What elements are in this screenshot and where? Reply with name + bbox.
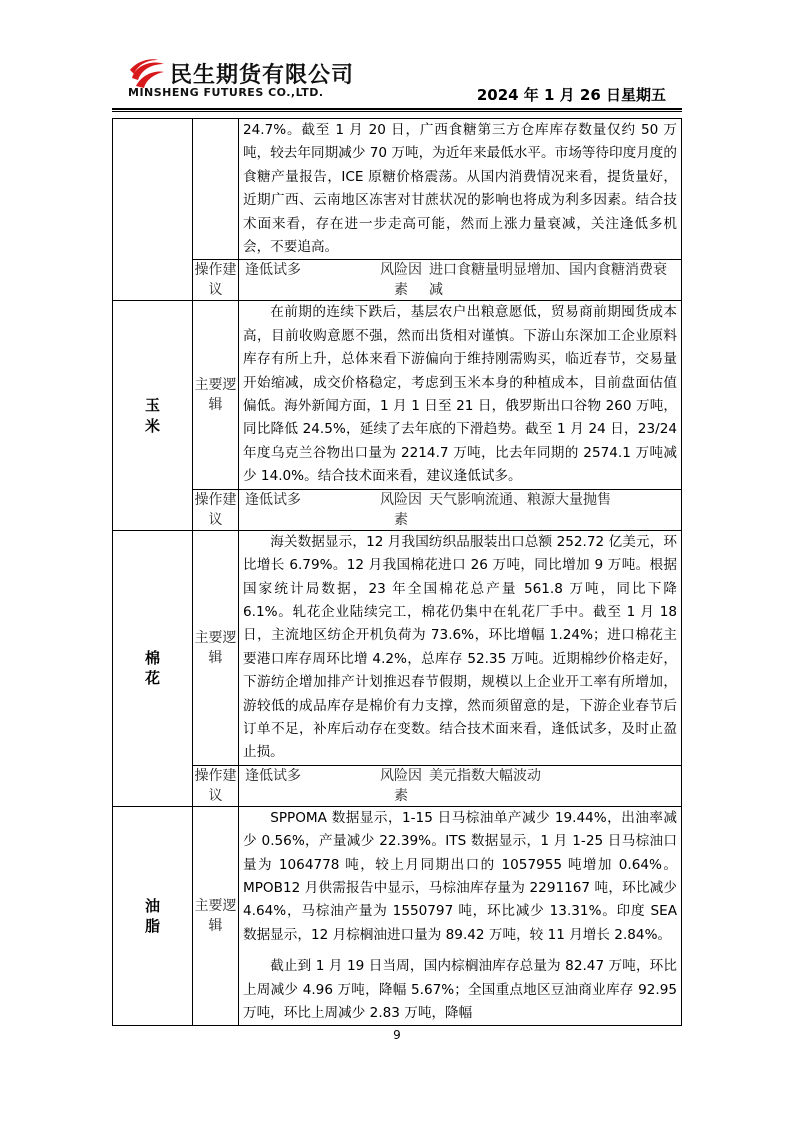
commodity-table [112, 118, 682, 1026]
risk-factors: 天气影响流通、粮源大量抛售 [429, 491, 611, 508]
category-label: 棉花 [145, 648, 161, 688]
section-row-oils-logic [113, 806, 682, 1026]
category-cell [113, 530, 193, 806]
page-header [0, 0, 794, 118]
label-risk: 风险因素 [380, 767, 422, 804]
operation-advice: 逢低试多 [245, 491, 301, 508]
label-operation: 操作建议 [193, 260, 239, 301]
risk-factors: 美元指数大幅波动 [429, 767, 541, 784]
ops-risk-cell [239, 765, 682, 806]
category-cell [113, 806, 193, 1026]
label-risk: 风险因素 [380, 491, 422, 528]
label-main-logic: 主要逻辑 [193, 301, 239, 489]
header-rule [112, 108, 682, 110]
section-row-corn-logic [113, 301, 682, 489]
label-risk: 风险因素 [380, 262, 422, 299]
page-number: 9 [393, 1028, 401, 1042]
logic-text-cell [239, 806, 682, 1026]
company-name-en: MINSHENG FUTURES CO.,LTD. [128, 86, 324, 99]
section-row-cotton-ops [113, 765, 682, 806]
operation-advice: 逢低试多 [245, 262, 301, 279]
label-main-logic: 主要逻辑 [193, 530, 239, 765]
logic-paragraph: 在前期的连续下跌后，基层农户出粮意愿低，贸易商前期囤货成本高，目前收购意愿不强，然而出货相对谨慎。下游山东深加工企业原料库存有所上升，总体来看下游偏向于维持刚需购买，临近春节，交易量开始缩减，成交价格稳定，考虑到玉米本身的种植成本，目前盘面估值偏低。海外新闻方面，1 月 1 日至 21 日，俄罗斯出口谷物 260 万吨，同比降低 24.5%，延续了去年底的下滑趋势。截至 1 月 24 日，23/24 年度乌克兰谷物出口量为 2214.7 万吨，比去年同期的 2574.1 万吨减少 14.0%。结合技术面来看，建议逢低试多。 [243, 304, 677, 485]
category-label: 玉米 [145, 396, 161, 435]
company-name-cn: 民生期货有限公司 [170, 63, 355, 88]
section-row-corn-ops [113, 489, 682, 530]
ops-risk-cell [239, 260, 682, 301]
logic-paragraph: SPPOMA 数据显示，1-15 日马棕油单产减少 19.44%，出油率减少 0.56%，产量减少 22.39%。ITS 数据显示，1 月 1-25 日马棕油口量为 1064778 吨，较上月同期出口的 1057955 吨增加 0.64%。MPOB12 月供需报告中显示，马棕油库存量为 2291167 吨，环比减少 4.64%，马棕油产量为 1550797 吨，环比减少 13.31%。印度 SEA 数据显示，12 月棕榈油进口量为 89.42 万吨，较 11 月增长 2.84%。 [243, 809, 677, 943]
category-cell [113, 301, 193, 530]
logic-paragraph: 海关数据显示，12 月我国纺织品服装出口总额 252.72 亿美元，环比增长 6.79%。12 月我国棉花进口 26 万吨，同比增加 9 万吨。根据国家统计局数据，23 年全国棉花总产量 561.8 万吨，同比下降 6.1%。轧花企业陆续完工，棉花仍集中在轧花厂手中。截至 1 月 18 日，主流地区纺企开机负荷为 73.6%，环比增幅 1.24%；进口棉花主要港口库存周环比增 4.2%，总库存 52.35 万吨。近期棉纱价格走好，下游纺企增加排产计划推迟春节假期，规模以上企业开工率有所增加，游较低的成品库存是棉价有力支撑，然而须留意的是，下游企业春节后订单不足，补库后动存在变数。结合技术面来看，逢低试多，及时止盈止损。 [243, 533, 677, 761]
logic-text-cell [239, 530, 682, 765]
section-row-sugar-logic [113, 119, 682, 260]
label-main-logic [193, 119, 239, 260]
logic-paragraph: 24.7%。截至 1 月 20 日，广西食糖第三方仓库库存数量仅约 50 万吨，较去年同期减少 70 万吨，为近年来最低水平。市场等待印度月度的食糖产量报告，ICE 原糖价格震荡。从国内消费情况来看，提货量好，近期广西、云南地区冻害对甘蔗状况的影响也将成为利多因素。结合技术面来看，存在进一步走高可能，然而上涨力量衰减，关注逢低多机会，不要追高。 [243, 122, 677, 256]
category-label: 油脂 [145, 896, 161, 936]
section-row-sugar-ops [113, 260, 682, 301]
section-row-cotton-logic [113, 530, 682, 765]
risk-factors: 进口食糖量明显增加、国内食糖消费衰减 [429, 262, 667, 299]
company-logo [128, 56, 358, 102]
label-main-logic: 主要逻辑 [193, 806, 239, 1026]
label-operation: 操作建议 [193, 489, 239, 530]
operation-advice: 逢低试多 [245, 767, 301, 784]
category-cell [113, 119, 193, 301]
logic-text-cell [239, 119, 682, 260]
logic-text-cell [239, 301, 682, 489]
report-date: 2024 年 1 月 26 日星期五 [476, 86, 666, 104]
ops-risk-cell [239, 489, 682, 530]
logic-paragraph: 截止到 1 月 19 日当周，国内棕榈油库存总量为 82.47 万吨，环比上周减少 4.96 万吨，降幅 5.67%；全国重点地区豆油商业库存 92.95 万吨，环比上周减少 2.83 万吨，降幅 [243, 958, 677, 1021]
header-rule-thin [112, 111, 682, 112]
label-operation: 操作建议 [193, 765, 239, 806]
